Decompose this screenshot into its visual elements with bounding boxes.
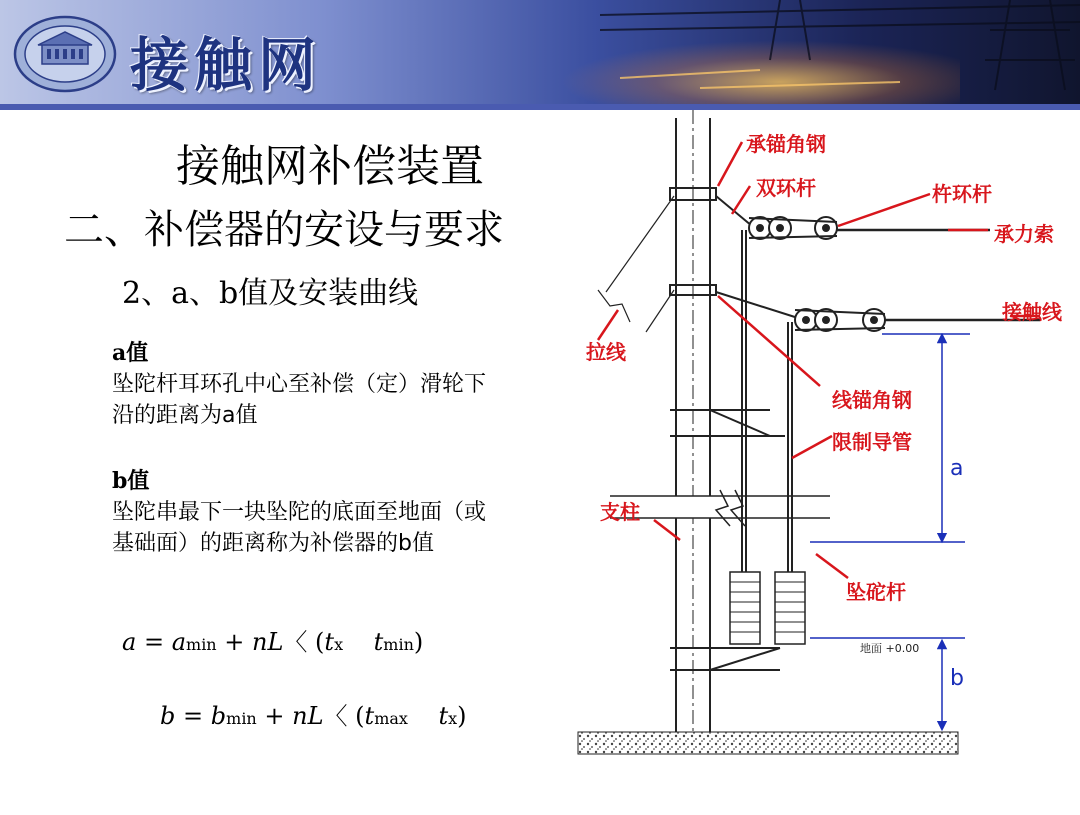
definition-a bbox=[112, 338, 512, 431]
pulley-lower bbox=[795, 309, 885, 331]
anchor-brackets bbox=[670, 188, 785, 670]
label-pole: 支柱 bbox=[600, 500, 640, 524]
label-contact-wire: 接触线 bbox=[1002, 300, 1062, 324]
definition-b-heading: b值 bbox=[112, 468, 150, 494]
label-limit-guide-tube: 限制导管 bbox=[832, 430, 912, 454]
formula-b: b = bmin + nL〈 (tmax tx) bbox=[160, 702, 467, 730]
pole-break bbox=[610, 490, 830, 526]
label-dim-a: a bbox=[950, 456, 964, 481]
label-dim-b: b bbox=[950, 666, 964, 691]
slide-subtitle: 二、补偿器的安设与要求 bbox=[64, 207, 504, 253]
label-ring-rod: 杵环杆 bbox=[932, 182, 992, 206]
label-guy-wire: 拉线 bbox=[586, 340, 626, 364]
diagram-svg bbox=[570, 110, 1080, 811]
label-anchor-angle-steel: 承锚角钢 bbox=[746, 132, 826, 156]
pole bbox=[676, 110, 710, 732]
label-wire-anchor-angle-steel: 线锚角钢 bbox=[832, 388, 912, 412]
formula-a: a = amin + nL〈 (tx tmin) bbox=[122, 628, 424, 656]
logo bbox=[12, 14, 118, 94]
definition-b-text: 坠陀串最下一块坠陀的底面至地面（或基础面）的距离称为补偿器的b值 bbox=[112, 500, 487, 556]
compensator-diagram bbox=[570, 110, 1080, 811]
definition-a-heading: a值 bbox=[112, 340, 149, 366]
guy-wire bbox=[598, 196, 674, 332]
label-weight-rod: 坠砣杆 bbox=[846, 580, 906, 604]
label-ground-mark: 地面 +0.00 bbox=[860, 642, 920, 655]
definition-b bbox=[112, 466, 512, 559]
weight-stacks bbox=[730, 572, 805, 644]
section-heading: 2、a、b值及安装曲线 bbox=[122, 276, 419, 311]
label-double-ring-rod: 双环杆 bbox=[756, 176, 816, 200]
header-banner bbox=[0, 0, 1080, 110]
label-messenger-wire: 承力索 bbox=[994, 222, 1054, 246]
banner-title: 接触网 bbox=[130, 31, 323, 99]
pulley-upper bbox=[749, 217, 837, 239]
definition-a-text: 坠陀杆耳环孔中心至补偿（定）滑轮下沿的距离为a值 bbox=[112, 372, 487, 428]
slide-title: 接触网补偿装置 bbox=[176, 141, 484, 192]
ground bbox=[578, 732, 958, 754]
